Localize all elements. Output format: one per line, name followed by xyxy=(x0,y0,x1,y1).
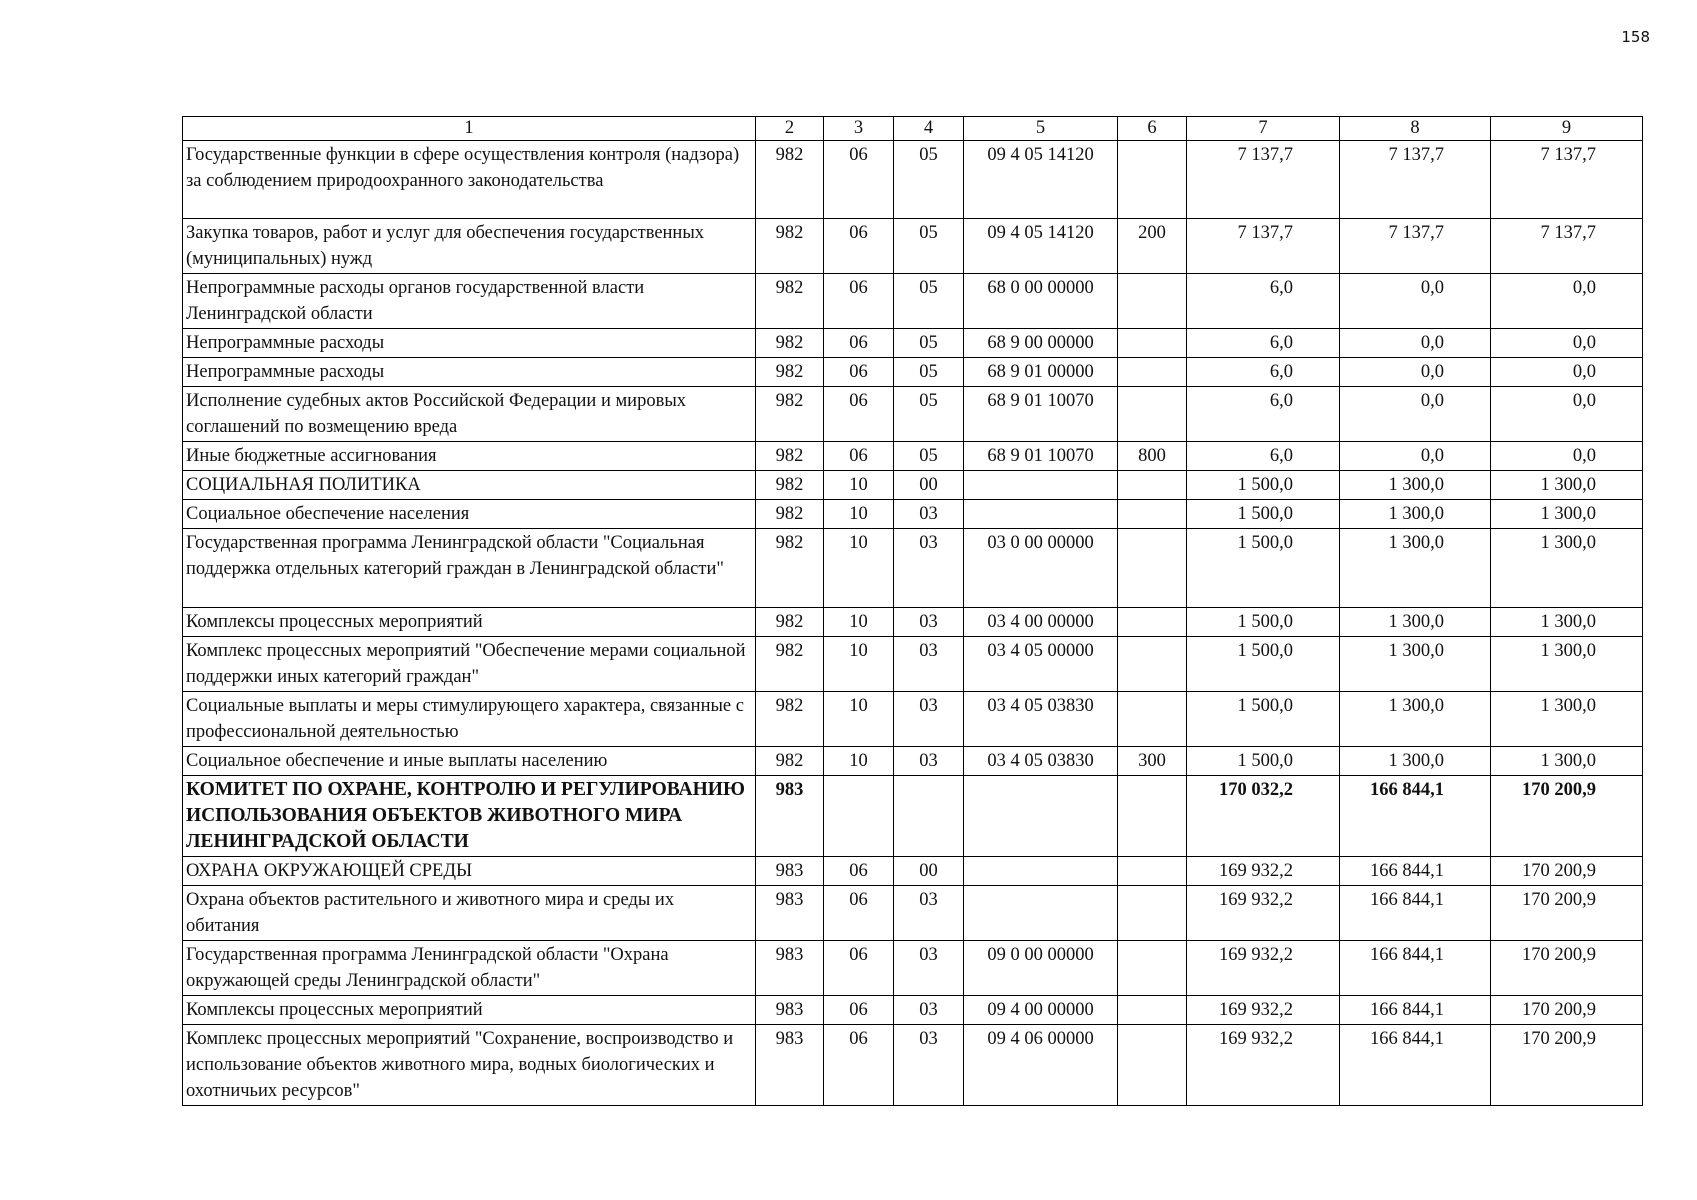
row-name: Комплекс процессных мероприятий "Обеспечение мерами социальной поддержки иных категорий граждан" xyxy=(183,637,756,692)
code-target-article: 09 4 06 00000 xyxy=(964,1025,1118,1106)
row-name: Непрограммные расходы xyxy=(183,358,756,387)
amount-col8: 0,0 xyxy=(1340,274,1491,329)
col-header: 2 xyxy=(756,117,824,141)
table-row xyxy=(183,329,1643,358)
amount-col8: 0,0 xyxy=(1340,442,1491,471)
code-expense-type xyxy=(1118,141,1187,219)
code-section: 06 xyxy=(824,857,894,886)
amount-col8: 7 137,7 xyxy=(1340,219,1491,274)
code-ministry: 982 xyxy=(756,442,824,471)
code-expense-type xyxy=(1118,329,1187,358)
amount-col7: 6,0 xyxy=(1187,387,1340,442)
amount-col7: 1 500,0 xyxy=(1187,692,1340,747)
table-row xyxy=(183,387,1643,442)
amount-col9: 1 300,0 xyxy=(1491,529,1643,608)
col-header: 8 xyxy=(1340,117,1491,141)
row-name: Иные бюджетные ассигнования xyxy=(183,442,756,471)
amount-col7: 1 500,0 xyxy=(1187,471,1340,500)
code-expense-type xyxy=(1118,274,1187,329)
code-subsection: 05 xyxy=(894,387,964,442)
code-subsection: 00 xyxy=(894,471,964,500)
amount-col8: 1 300,0 xyxy=(1340,692,1491,747)
amount-col9: 0,0 xyxy=(1491,274,1643,329)
amount-col8: 1 300,0 xyxy=(1340,529,1491,608)
table-row xyxy=(183,1025,1643,1106)
code-section: 10 xyxy=(824,608,894,637)
code-expense-type xyxy=(1118,996,1187,1025)
amount-col8: 166 844,1 xyxy=(1340,776,1491,857)
code-target-article: 03 4 05 03830 xyxy=(964,747,1118,776)
amount-col7: 7 137,7 xyxy=(1187,219,1340,274)
code-target-article: 68 9 01 10070 xyxy=(964,442,1118,471)
amount-col9: 1 300,0 xyxy=(1491,747,1643,776)
code-expense-type: 800 xyxy=(1118,442,1187,471)
table-row xyxy=(183,358,1643,387)
code-section: 10 xyxy=(824,747,894,776)
code-expense-type: 200 xyxy=(1118,219,1187,274)
amount-col8: 1 300,0 xyxy=(1340,500,1491,529)
table-row xyxy=(183,857,1643,886)
table-row xyxy=(183,471,1643,500)
code-section: 06 xyxy=(824,886,894,941)
code-target-article xyxy=(964,886,1118,941)
code-target-article: 68 9 01 10070 xyxy=(964,387,1118,442)
row-name: Непрограммные расходы органов государственной власти Ленинградской области xyxy=(183,274,756,329)
page-number: 158 xyxy=(1621,28,1650,46)
code-section: 06 xyxy=(824,274,894,329)
code-section: 10 xyxy=(824,500,894,529)
amount-col8: 1 300,0 xyxy=(1340,747,1491,776)
amount-col9: 7 137,7 xyxy=(1491,141,1643,219)
code-ministry: 982 xyxy=(756,274,824,329)
amount-col7: 1 500,0 xyxy=(1187,747,1340,776)
code-ministry: 982 xyxy=(756,529,824,608)
row-name: Социальные выплаты и меры стимулирующего характера, связанные с профессиональной деятельностью xyxy=(183,692,756,747)
table-row xyxy=(183,608,1643,637)
code-section: 06 xyxy=(824,358,894,387)
table-row xyxy=(183,996,1643,1025)
table-row xyxy=(183,637,1643,692)
amount-col7: 170 032,2 xyxy=(1187,776,1340,857)
code-expense-type xyxy=(1118,692,1187,747)
code-target-article: 03 4 05 00000 xyxy=(964,637,1118,692)
amount-col8: 166 844,1 xyxy=(1340,996,1491,1025)
code-expense-type xyxy=(1118,529,1187,608)
amount-col8: 1 300,0 xyxy=(1340,608,1491,637)
code-target-article: 09 4 05 14120 xyxy=(964,219,1118,274)
code-subsection: 03 xyxy=(894,747,964,776)
header-row xyxy=(183,117,1643,141)
code-section: 06 xyxy=(824,329,894,358)
amount-col8: 7 137,7 xyxy=(1340,141,1491,219)
table-row xyxy=(183,692,1643,747)
code-subsection: 03 xyxy=(894,637,964,692)
table-row xyxy=(183,500,1643,529)
row-name: Охрана объектов растительного и животного мира и среды их обитания xyxy=(183,886,756,941)
amount-col7: 6,0 xyxy=(1187,358,1340,387)
amount-col9: 170 200,9 xyxy=(1491,941,1643,996)
code-ministry: 982 xyxy=(756,692,824,747)
code-section: 06 xyxy=(824,387,894,442)
code-ministry: 982 xyxy=(756,219,824,274)
table-row xyxy=(183,219,1643,274)
code-subsection: 03 xyxy=(894,608,964,637)
code-subsection: 05 xyxy=(894,274,964,329)
amount-col7: 7 137,7 xyxy=(1187,141,1340,219)
code-target-article xyxy=(964,776,1118,857)
code-subsection: 03 xyxy=(894,529,964,608)
table-row xyxy=(183,941,1643,996)
code-ministry: 983 xyxy=(756,857,824,886)
code-subsection xyxy=(894,776,964,857)
code-subsection: 05 xyxy=(894,141,964,219)
code-subsection: 03 xyxy=(894,886,964,941)
code-ministry: 983 xyxy=(756,941,824,996)
row-name: Государственные функции в сфере осуществления контроля (надзора) за соблюдением природоохранного законодательства xyxy=(183,141,756,219)
amount-col9: 1 300,0 xyxy=(1491,500,1643,529)
code-subsection: 05 xyxy=(894,329,964,358)
amount-col7: 1 500,0 xyxy=(1187,500,1340,529)
code-expense-type xyxy=(1118,608,1187,637)
code-target-article: 68 0 00 00000 xyxy=(964,274,1118,329)
code-section xyxy=(824,776,894,857)
amount-col9: 1 300,0 xyxy=(1491,471,1643,500)
code-subsection: 03 xyxy=(894,1025,964,1106)
amount-col9: 0,0 xyxy=(1491,387,1643,442)
code-section: 06 xyxy=(824,996,894,1025)
code-expense-type xyxy=(1118,886,1187,941)
code-expense-type xyxy=(1118,500,1187,529)
code-section: 06 xyxy=(824,141,894,219)
code-target-article xyxy=(964,857,1118,886)
code-subsection: 00 xyxy=(894,857,964,886)
code-ministry: 983 xyxy=(756,886,824,941)
code-target-article: 68 9 01 00000 xyxy=(964,358,1118,387)
code-target-article: 09 0 00 00000 xyxy=(964,941,1118,996)
code-target-article: 68 9 00 00000 xyxy=(964,329,1118,358)
amount-col8: 166 844,1 xyxy=(1340,941,1491,996)
amount-col9: 170 200,9 xyxy=(1491,1025,1643,1106)
code-section: 10 xyxy=(824,692,894,747)
code-section: 06 xyxy=(824,219,894,274)
amount-col7: 6,0 xyxy=(1187,274,1340,329)
amount-col8: 166 844,1 xyxy=(1340,857,1491,886)
code-target-article: 03 0 00 00000 xyxy=(964,529,1118,608)
amount-col7: 1 500,0 xyxy=(1187,529,1340,608)
code-subsection: 03 xyxy=(894,692,964,747)
code-ministry: 982 xyxy=(756,608,824,637)
code-expense-type xyxy=(1118,637,1187,692)
col-header: 3 xyxy=(824,117,894,141)
amount-col7: 1 500,0 xyxy=(1187,608,1340,637)
amount-col8: 1 300,0 xyxy=(1340,471,1491,500)
amount-col8: 0,0 xyxy=(1340,387,1491,442)
code-subsection: 03 xyxy=(894,500,964,529)
budget-table xyxy=(182,116,1643,1106)
amount-col7: 169 932,2 xyxy=(1187,886,1340,941)
code-target-article: 03 4 05 03830 xyxy=(964,692,1118,747)
code-section: 06 xyxy=(824,941,894,996)
code-ministry: 982 xyxy=(756,329,824,358)
code-ministry: 982 xyxy=(756,747,824,776)
code-expense-type xyxy=(1118,941,1187,996)
amount-col8: 0,0 xyxy=(1340,329,1491,358)
amount-col9: 170 200,9 xyxy=(1491,857,1643,886)
code-section: 06 xyxy=(824,1025,894,1106)
row-name: Государственная программа Ленинградской области "Социальная поддержка отдельных категорий граждан в Ленинградской области" xyxy=(183,529,756,608)
col-header: 6 xyxy=(1118,117,1187,141)
amount-col9: 1 300,0 xyxy=(1491,692,1643,747)
code-expense-type xyxy=(1118,471,1187,500)
code-ministry: 982 xyxy=(756,358,824,387)
amount-col9: 0,0 xyxy=(1491,358,1643,387)
amount-col7: 6,0 xyxy=(1187,442,1340,471)
col-header: 4 xyxy=(894,117,964,141)
amount-col7: 1 500,0 xyxy=(1187,637,1340,692)
table-row xyxy=(183,274,1643,329)
row-name: Государственная программа Ленинградской области "Охрана окружающей среды Ленинградской области" xyxy=(183,941,756,996)
code-target-article xyxy=(964,500,1118,529)
code-section: 10 xyxy=(824,637,894,692)
code-subsection: 03 xyxy=(894,941,964,996)
row-name: Комплексы процессных мероприятий xyxy=(183,608,756,637)
code-target-article: 09 4 00 00000 xyxy=(964,996,1118,1025)
amount-col7: 169 932,2 xyxy=(1187,1025,1340,1106)
amount-col8: 0,0 xyxy=(1340,358,1491,387)
row-name: Комплекс процессных мероприятий "Сохранение, воспроизводство и использование объектов животного мира, водных биологических и охотничьих ресурсов" xyxy=(183,1025,756,1106)
code-expense-type xyxy=(1118,776,1187,857)
code-ministry: 982 xyxy=(756,500,824,529)
amount-col9: 170 200,9 xyxy=(1491,886,1643,941)
amount-col9: 7 137,7 xyxy=(1491,219,1643,274)
amount-col8: 166 844,1 xyxy=(1340,886,1491,941)
row-name: ОХРАНА ОКРУЖАЮЩЕЙ СРЕДЫ xyxy=(183,857,756,886)
amount-col8: 1 300,0 xyxy=(1340,637,1491,692)
code-subsection: 05 xyxy=(894,219,964,274)
row-name: Социальное обеспечение и иные выплаты населению xyxy=(183,747,756,776)
table-row xyxy=(183,442,1643,471)
row-name: Непрограммные расходы xyxy=(183,329,756,358)
code-expense-type xyxy=(1118,358,1187,387)
code-target-article: 09 4 05 14120 xyxy=(964,141,1118,219)
code-expense-type xyxy=(1118,387,1187,442)
code-expense-type: 300 xyxy=(1118,747,1187,776)
code-ministry: 983 xyxy=(756,776,824,857)
col-header: 9 xyxy=(1491,117,1643,141)
amount-col9: 170 200,9 xyxy=(1491,996,1643,1025)
row-name: Комплексы процессных мероприятий xyxy=(183,996,756,1025)
code-subsection: 05 xyxy=(894,358,964,387)
amount-col9: 1 300,0 xyxy=(1491,608,1643,637)
code-subsection: 03 xyxy=(894,996,964,1025)
code-target-article xyxy=(964,471,1118,500)
amount-col9: 170 200,9 xyxy=(1491,776,1643,857)
code-expense-type xyxy=(1118,857,1187,886)
code-section: 10 xyxy=(824,471,894,500)
amount-col8: 166 844,1 xyxy=(1340,1025,1491,1106)
code-ministry: 982 xyxy=(756,387,824,442)
table-row xyxy=(183,886,1643,941)
col-header: 1 xyxy=(183,117,756,141)
code-subsection: 05 xyxy=(894,442,964,471)
code-expense-type xyxy=(1118,1025,1187,1106)
amount-col7: 169 932,2 xyxy=(1187,857,1340,886)
code-ministry: 983 xyxy=(756,1025,824,1106)
amount-col9: 0,0 xyxy=(1491,329,1643,358)
code-ministry: 982 xyxy=(756,141,824,219)
code-ministry: 983 xyxy=(756,996,824,1025)
code-section: 10 xyxy=(824,529,894,608)
table-row xyxy=(183,529,1643,608)
row-name: СОЦИАЛЬНАЯ ПОЛИТИКА xyxy=(183,471,756,500)
col-header: 5 xyxy=(964,117,1118,141)
row-name: КОМИТЕТ ПО ОХРАНЕ, КОНТРОЛЮ И РЕГУЛИРОВАНИЮ ИСПОЛЬЗОВАНИЯ ОБЪЕКТОВ ЖИВОТНОГО МИРА ЛЕНИНГРАДСКОЙ ОБЛАСТИ xyxy=(183,776,756,857)
col-header: 7 xyxy=(1187,117,1340,141)
amount-col9: 0,0 xyxy=(1491,442,1643,471)
table-row xyxy=(183,747,1643,776)
amount-col7: 169 932,2 xyxy=(1187,941,1340,996)
amount-col9: 1 300,0 xyxy=(1491,637,1643,692)
table-row xyxy=(183,141,1643,219)
code-ministry: 982 xyxy=(756,471,824,500)
row-name: Исполнение судебных актов Российской Федерации и мировых соглашений по возмещению вреда xyxy=(183,387,756,442)
table-row xyxy=(183,776,1643,857)
amount-col7: 6,0 xyxy=(1187,329,1340,358)
code-ministry: 982 xyxy=(756,637,824,692)
code-target-article: 03 4 00 00000 xyxy=(964,608,1118,637)
row-name: Закупка товаров, работ и услуг для обеспечения государственных (муниципальных) нужд xyxy=(183,219,756,274)
amount-col7: 169 932,2 xyxy=(1187,996,1340,1025)
code-section: 06 xyxy=(824,442,894,471)
row-name: Социальное обеспечение населения xyxy=(183,500,756,529)
